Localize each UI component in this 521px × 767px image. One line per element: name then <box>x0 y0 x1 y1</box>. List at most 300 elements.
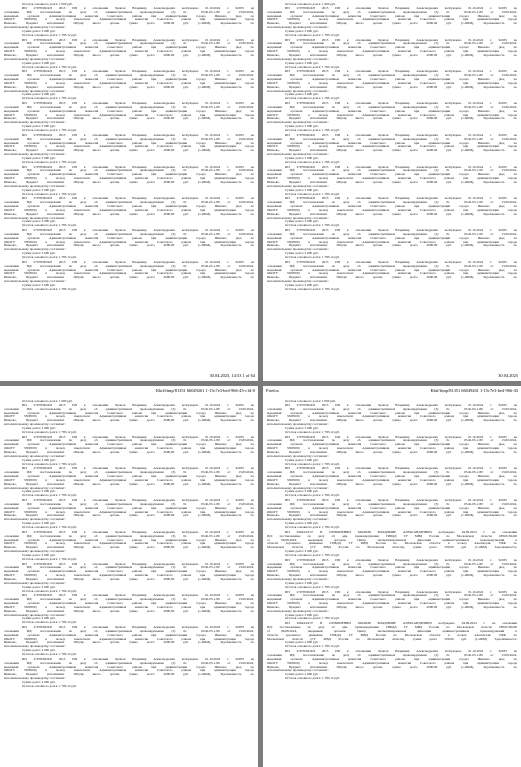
enforcement-entry <box>267 261 517 292</box>
text-line: Остаток основного долга: 1 783.12 руб. <box>285 287 341 291</box>
text-line: ИП 27978/0024/8 2015 ИП в отношении Храпов Владимир Александрович возбуждено 01.10.2024 г. 62035 на <box>285 165 517 169</box>
text-line: Иваново, Предмет исполнения: Штраф иного органа, сумма долга 2000,00 руб. (1-ОБМ), Задолженность по <box>267 53 517 57</box>
text-line: выданный органом: Административная комиссия Советского района при администрации города Иваново (код по <box>267 78 517 82</box>
text-line: исполнительному производству составляет: <box>267 577 329 581</box>
enforcement-entry <box>267 436 517 467</box>
text-line: ОКОГУ 3300500) в пользу взыскателя: Административная комиссия Советского района при администрации города <box>4 208 254 212</box>
text-line: основании ИД: постановление по делу об административном правонарушении (3) № 03-Ф-05-1-80 от 13.09.2024, <box>267 74 517 78</box>
text-line: Иваново, Предмет исполнения: Штраф иного органа, сумма долга 2000,00 руб. (1-ОБМ), Задолженность по <box>267 574 517 578</box>
text-line: выданный органом: Административная комиссия Советского района при администрации города Иваново (код по <box>267 411 517 415</box>
text-line: Иваново, Предмет исполнения: Штраф иного органа, сумма долга 2000,00 руб. (1-ОБМ), Задолженность по <box>267 276 517 280</box>
text-line: ОКОГУ 3300500) в пользу взыскателя: Административная комиссия Советского района при администрации города <box>4 669 254 673</box>
text-line: основании ИД: постановление по делу об административном правонарушении (3) № 03-Ф-05-1-80 от 13.09.2024, <box>4 598 254 602</box>
text-line: Иваново, Предмет исполнения: Штраф иного органа, сумма долга 2000,00 руб. (1-ОБМ), Задолженность по <box>267 450 517 454</box>
text-line: исполнительному производству составляет: <box>4 153 66 157</box>
text-line: ОКОГУ 3300500) в пользу взыскателя: Административная комиссия Советского района при администрации города <box>267 510 517 514</box>
text-line: Остаток основного долга: 1 000 руб. <box>285 3 336 6</box>
text-line: ОКОГУ 3300500) в пользу взыскателя: Административная комиссия Советского района при администрации города <box>267 113 517 117</box>
text-line: основании ИД: постановление по делу об административном правонарушении (3) № 03-Ф-05-1-80 от 13.09.2024, <box>4 629 254 633</box>
text-line: основании ИД: постановление по делу об административном правонарушении (3) № 03-Ф-05-1-80 от 13.09.2024, <box>4 201 254 205</box>
text-line: Иваново, Предмет исполнения: Штраф иного органа, сумма долга 2000,00 руб. (1-ОБМ), Задолженность по <box>267 180 517 184</box>
text-line: исполнительному производству составляет: <box>4 677 66 681</box>
text-line: ИП 27978/0024/8 2015 ИП в отношении Храпов Владимир Александрович возбуждено 01.10.2024 г. 62035 на <box>22 626 254 630</box>
text-line: Сумма долга: 2 000 руб. <box>285 426 319 430</box>
text-line: основании ИД: постановление по делу об административном правонарушении (3) № 03-Ф-05-1-80 от 13.09.2024, <box>4 232 254 236</box>
text-line: Сумма долга: 2 000 руб. <box>285 29 319 33</box>
text-line: основании ИД: постановление по делу об административном правонарушении (3) № 03-Ф-05-1-80 от 13.09.2024, <box>4 105 254 109</box>
text-line: ИД: постановление по делу об адм. правонарушении ГИБДД ГУ МВД России по Московской области 18810150240 <box>267 626 517 630</box>
text-line: основании ИД: постановление по делу об административном правонарушении (3) № 03-Ф-05-1-80 от 13.09.2024, <box>267 471 517 475</box>
text-line: Сумма долга: 2 000 руб. <box>22 188 56 192</box>
enforcement-entry <box>4 404 254 435</box>
text-line: выданный органом: Административная комиссия Советского района при администрации города Иваново (код по <box>4 14 254 18</box>
text-line: исполнительному производству составляет: <box>4 645 66 649</box>
text-line: Остаток основного долга: 1 783.12 руб. <box>22 160 78 164</box>
text-line: Остаток основного долга: 1 783.12 руб. <box>22 430 78 434</box>
text-line: ИП 27978/0024/8 2015 ИП в отношении Храпов Владимир Александрович возбуждено 01.10.2024 г. 62035 на <box>22 657 254 661</box>
text-line: Сумма долга: 2 000 руб. <box>285 188 319 192</box>
text-line: исполнительному производству составляет: <box>4 486 66 490</box>
text-line: ОКОГУ 3300500) в пользу взыскателя: Административная комиссия Советского района при администрации города <box>4 478 254 482</box>
text-line: Сумма долга: 2 000 руб. <box>285 125 319 129</box>
text-line: ИП 27978/0024/8 2015 ИП в отношении Храпов Владимир Александрович возбуждено 01.10.2024 г. 62035 на <box>285 102 517 106</box>
text-line: выданный органом: Административная комиссия Советского района при администрации города Иваново (код по <box>4 506 254 510</box>
text-line: ОКОГУ 3300500) в пользу взыскателя: Административная комиссия Советского района при администрации города <box>267 81 517 85</box>
text-line: ИП 27978/0024/8 2015 ИП в отношении Храпов Владимир Александрович возбуждено 01.10.2024 г. 62035 на <box>285 229 517 233</box>
text-line: Сумма долга: 2 000 руб. <box>22 125 56 129</box>
text-line: исполнительному производству составляет: <box>4 613 66 617</box>
text-line: Иваново, Предмет исполнения: Штраф иного органа, сумма долга 2000,00 руб. (1-ОБМ), Задолженность по <box>4 514 254 518</box>
text-line: выданный органом: Административная комиссия Советского района при администрации города Иваново (код по <box>267 173 517 177</box>
text-line: Остаток основного долга: 1 783.12 руб. <box>285 430 341 434</box>
text-line: выданный органом: Административная комиссия Советского района при администрации города Иваново (код по <box>267 236 517 240</box>
text-line: основании ИД: постановление по делу об административном правонарушении (3) № 03-Ф-05-1-80 от 13.09.2024, <box>267 594 517 598</box>
text-line: ОКОГУ 3300500) в пользу взыскателя: Административная комиссия Советского района при администрации города <box>4 177 254 181</box>
text-line: ИП 27978/0024/8 2015 ИП в отношении Храпов Владимир Александрович возбуждено 01.10.2024 г. 62035 на <box>22 38 254 42</box>
text-line: Сумма долга: 2 000 руб. <box>22 680 56 684</box>
text-line: выданный органом: Административная комиссия Советского района при администрации города Иваново (код по <box>4 475 254 479</box>
text-line: Сумма долга: 2 000 руб. <box>22 490 56 494</box>
text-line: Остаток основного долга: 1 783.12 руб. <box>22 526 78 529</box>
text-line: Московской области (ГУ МВД России по Московской области), сумма долга 500,00 руб. (1-ОБМ) Задолженность: <box>267 637 517 641</box>
text-line: Сумма долга: 2 000 руб. <box>285 522 319 526</box>
enforcement-entry <box>4 39 254 70</box>
enforcement-entry <box>267 622 517 649</box>
page-header: Kbtf/ftmp/81351 66049261 1-15c7e3-be4-966-43 <box>430 388 518 393</box>
text-line: исполнительному производству составляет: <box>4 581 66 585</box>
text-line: Остаток основного долга: 1 783.12 руб. <box>285 224 341 228</box>
text-line: Иваново, Предмет исполнения: Штраф иного органа, сумма долга 2000,00 руб. (1-ОБМ), Задолженность по <box>4 546 254 550</box>
text-line: Остаток основного долга: 1 783.12 руб. <box>22 494 78 498</box>
text-line: ОКОГУ 3300500) в пользу взыскателя: Административная комиссия Советского района при администрации города <box>4 574 254 578</box>
text-line: основании ИД: постановление по делу об административном правонарушении (3) № 03-Ф-05-1-80 от 13.09.2024, <box>267 654 517 657</box>
text-line: Сумма долга: 2 000 руб. <box>22 61 56 65</box>
text-line: Иваново, Предмет исполнения: Штраф иного органа, сумма долга 2000,00 руб. (1-ОБМ), Задолженность по <box>267 605 517 609</box>
text-line: Иваново, Предмет исполнения: Штраф иного органа, сумма долга 2000,00 руб. (1-ОБМ), Задолженность по <box>4 609 254 613</box>
text-line: основании ИД: постановление по делу об административном правонарушении (3) № 03-Ф-05-1-80 от 13.09.2024, <box>4 471 254 475</box>
text-line: ОКОГУ 3300500) в пользу взыскателя: Административная комиссия Советского района при администрации города <box>267 272 517 276</box>
text-line: Остаток основного долга: 1 783.12 руб. <box>22 462 78 466</box>
text-line: основании ИД: постановление по делу об административном правонарушении (3) № 03-Ф-05-1-80 от 13.09.2024, <box>4 439 254 443</box>
enforcement-entry <box>4 102 254 133</box>
pdf-page-4 <box>263 386 521 767</box>
enforcement-entry <box>267 166 517 197</box>
text-line: выданный органом: Административная комиссия Советского района при администрации города Иваново (код по <box>267 205 517 209</box>
text-line: ИП 27978/0024/8 2015 ИП в отношении Храпов Владимир Александрович возбуждено 01.10.2024 г. 62035 на <box>22 403 254 407</box>
text-line: исполнительному производству составляет: <box>267 57 329 61</box>
enforcement-entry <box>4 467 254 498</box>
text-line: ОКОГУ 3300500) в пользу взыскателя: Административная комиссия Советского района при администрации города <box>4 510 254 514</box>
text-line: Сумма долга: 2 000 руб. <box>285 283 319 287</box>
enforcement-entry <box>267 197 517 228</box>
text-line: ОКОГУ 3300500) в пользу взыскателя: Административная комиссия Советского района при администрации города <box>4 272 254 276</box>
text-line: ОКОГУ 3300500) в пользу взыскателя: Административная комиссия Советского района при администрации города <box>4 542 254 546</box>
text-line: Остаток основного долга: 1 783.12 руб. <box>22 192 78 196</box>
text-line: ОКОГУ 3300500) в пользу взыскателя: Административная комиссия Советского района при администрации города <box>4 81 254 85</box>
enforcement-entry <box>4 436 254 467</box>
text-line: выданный органом: Административная комиссия Советского района при администрации города Иваново (код по <box>4 205 254 209</box>
text-line: исполнительному производству составляет: <box>4 216 66 220</box>
text-line: основании ИД: постановление по делу об административном правонарушении (3) № 03-Ф-05-1-80 от 13.09.2024, <box>4 42 254 46</box>
text-line: Иваново, Предмет исполнения: Штраф иного органа, сумма долга 2000,00 руб. (1-ОБМ), Задолженность по <box>4 149 254 153</box>
text-line: Остаток основного долга: 1 783.12 руб. <box>22 557 78 561</box>
text-line: выданный органом: Административная комиссия Советского района при администрации города Иваново (код по <box>4 109 254 113</box>
text-line: ОКОГУ 3300500) в пользу взыскателя: Административная комиссия Советского района при администрации города <box>4 637 254 641</box>
enforcement-entry <box>267 531 517 558</box>
text-line: основании ИД: постановление по делу об административном правонарушении (3) № 03-Ф-05-1-80 от 13.09.2024, <box>4 74 254 78</box>
text-line: Остаток основного долга: 1 783.12 руб. <box>22 684 78 688</box>
text-line: основании ИД: постановление по делу об административном правонарушении (3) № 03-Ф-05-1-80 от 13.09.2024, <box>267 264 517 268</box>
enforcement-entry <box>267 7 517 38</box>
text-line: исполнительному производству составляет: <box>267 216 329 220</box>
text-line: ОКОГУ 3300500) в пользу взыскателя: Административная комиссия Советского района при администрации города <box>267 447 517 451</box>
footer-page-count: 1 of 64 <box>242 373 255 378</box>
text-line: выданный органом: Административная комиссия Советского района при администрации города Иваново (код по <box>4 46 254 50</box>
page-text <box>267 3 517 369</box>
text-line: Сумма долга: 2 000 руб. <box>22 283 56 287</box>
text-line: Иваново, Предмет исполнения: Штраф иного органа, сумма долга 2000,00 руб. (1-ОБМ), Задолженность по <box>4 244 254 248</box>
text-line: Иваново, Предмет исполнения: Штраф иного органа, сумма долга 2000,00 руб. (1-ОБМ), Задолженность по <box>4 212 254 216</box>
text-line: Иваново, Предмет исполнения: Штраф иного органа, сумма долга 2000,00 руб. (1-ОБМ), Задолженность по <box>4 450 254 454</box>
enforcement-entry <box>267 39 517 70</box>
text-line: Остаток основного долга: 1 783.12 руб. <box>285 129 341 132</box>
text-line: ИП 27978/0024/8 2015 ИП в отношении Храпов Владимир Александрович возбуждено 01.10.2024 г. 62035 на <box>22 562 254 566</box>
text-line: Сумма долга: 2 000 руб. <box>285 93 319 97</box>
enforcement-entry <box>4 594 254 625</box>
text-line: основании ИД: постановление по делу об административном правонарушении (3) № 03-Ф-05-1-80 от 13.09.2024, <box>4 502 254 506</box>
text-line: выданный органом: Административная комиссия Советского района при администрации города Иваново (код по <box>4 570 254 574</box>
text-line: Остаток основного долга: 1 000 руб. <box>22 400 73 403</box>
text-line: выданный органом: Административная комиссия Советского района при администрации города Иваново (код по <box>4 633 254 637</box>
text-line: Иваново, Предмет исполнения: Штраф иного органа, сумма долга 2000,00 руб. (1-ОБМ), Задолженность по <box>267 22 517 26</box>
text-line: основании ИД: постановление по делу об административном правонарушении (3) № 03-Ф-05-1-80 от 13.09.2024, <box>267 137 517 141</box>
text-line: Сумма долга: 2 000 руб. <box>285 673 319 677</box>
text-line: Иваново, Предмет исполнения: Штраф иного органа, сумма долга 2000,00 руб. (1-ОБМ), Задолженность по <box>267 149 517 153</box>
text-line: исполнительному производству составляет: <box>267 248 329 252</box>
text-line: выданный органом: Административная комиссия Советского района при администрации города Иваново (код по <box>4 236 254 240</box>
browser-name: Firefox <box>266 388 279 393</box>
enforcement-entry <box>267 559 517 590</box>
pdf-page-1 <box>0 0 258 381</box>
text-line: Сумма долга: 2 000 руб. <box>22 220 56 224</box>
text-line: основании ИД: постановление по делу об административном правонарушении (3) № 03-Ф-05-1-80 от 13.09.2024, <box>267 439 517 443</box>
text-line: основании ИД: постановление по делу об административном правонарушении (3) № 03-Ф-05-1-80 от 13.09.2024, <box>267 232 517 236</box>
text-line: Остаток основного долга: 1 783.12 руб. <box>285 617 341 621</box>
page-text <box>4 400 254 764</box>
text-line: Сумма долга: 2 000 руб. <box>285 581 319 585</box>
text-line: выданный органом: Административная комиссия Советского района при администрации города Иваново (код по <box>4 602 254 606</box>
text-line: ОКОГУ 3300500) в пользу взыскателя: Административная комиссия Советского района при администрации города <box>4 415 254 419</box>
text-line: Остаток основного долга: 1 783.12 руб. <box>285 526 341 529</box>
text-line: исполнительному производству составляет: <box>4 89 66 93</box>
text-line: Иваново, Предмет исполнения: Штраф иного органа, сумма долга 2000,00 руб. (1-ОБМ), Задолженность по <box>267 85 517 89</box>
text-line: Сумма долга: 2 000 руб. <box>285 458 319 462</box>
text-line: Остаток основного долга: 1 783.12 руб. <box>285 677 341 681</box>
text-line: основании ИД: постановление по делу об административном правонарушении (3) № 03-Ф-05-1-80 от 13.09.2024, <box>267 105 517 109</box>
text-line: ОКОГУ 3300500) в пользу взыскателя: Административная комиссия Советского района при администрации города <box>267 208 517 212</box>
text-line: исполнительному производству составляет: <box>4 121 66 125</box>
text-line: ОКОГУ 3300500) в пользу взыскателя: Административная комиссия Советского района при администрации города <box>267 18 517 22</box>
text-line: ИП 27978/0024/8 2015 ИП в отношении Храпов Владимир Александрович возбуждено 01.10.2024 г. 62035 на <box>22 499 254 503</box>
text-line: основании ИД: постановление по делу об административном правонарушении (3) № 03-Ф-05-1-80 от 13.09.2024, <box>4 169 254 173</box>
text-line: Сумма долга: 2 000 руб. <box>22 458 56 462</box>
text-line: Иваново, Предмет исполнения: Штраф иного органа, сумма долга 2000,00 руб. (1-ОБМ), Задолженность по <box>4 117 254 121</box>
text-line: Сумма долга: 2 000 руб. <box>22 156 56 160</box>
text-line: Сумма долга: 2 000 руб. <box>22 29 56 33</box>
text-line: Иваново, Предмет исполнения: Штраф иного органа, сумма долга 2000,00 руб. (1-ОБМ), Задолженность по <box>267 482 517 486</box>
text-line: исполнительному производству составляет: <box>267 153 329 157</box>
text-line: Сумма долга: 2 000 руб. <box>285 156 319 160</box>
text-line: Сумма долга: 2 000 руб. <box>22 93 56 97</box>
text-line: выданный органом: Административная комиссия Советского района при администрации города Иваново (код по <box>4 268 254 272</box>
text-line: ИП 27978/0024/8 2015 ИП в отношении Храпов Владимир Александрович возбуждено 01.10.2024 г. 62035 на <box>285 70 517 74</box>
page-footer <box>498 373 518 379</box>
text-line: Сумма долга: 2 000 руб. <box>22 585 56 589</box>
text-line: исполнительному производству составляет: <box>267 423 329 427</box>
text-line: Остаток основного долга: 1 783.12 руб. <box>285 160 341 164</box>
text-line: Остаток основного долга: 1 783.12 руб. <box>22 33 78 37</box>
text-line: Остаток основного долга: 1 783.12 руб. <box>285 553 341 557</box>
enforcement-entry <box>4 563 254 594</box>
text-line: выданный органом: Административная комиссия Советского района при администрации города Иваново (код по <box>4 411 254 415</box>
text-line: выданный органом: Административная комиссия Советского района при администрации города Иваново (код по <box>267 475 517 479</box>
text-line: Иваново, Предмет исполнения: Штраф иного органа, сумма долга 2000,00 руб. (1-ОБМ), Задолженность по <box>267 514 517 518</box>
text-line: исполнительному производству составляет: <box>267 454 329 458</box>
text-line: Сумма долга: 2 000 руб. <box>22 522 56 526</box>
text-line: Остаток основного долга: 1 783.12 руб. <box>22 97 78 101</box>
text-line: исполнительному производству составляет: <box>4 184 66 188</box>
text-line: Иваново, Предмет исполнения: Штраф иного органа, сумма долга 2000,00 руб. (1-ОБМ), Задолженность по <box>4 276 254 280</box>
text-line: ОКОГУ 3300500) в пользу взыскателя: Административная комиссия Советского района при администрации города <box>267 145 517 149</box>
text-line: Остаток основного долга: 1 783.12 руб. <box>22 653 78 656</box>
text-line: исполнительному производству составляет: <box>4 280 66 284</box>
enforcement-entry <box>267 134 517 165</box>
text-line: ИП 27978/0024/8 2015 ИП в отношении Храпов Владимир Александрович возбуждено 01.10.2024 г. 62035 на <box>285 590 517 594</box>
text-line: Остаток основного долга: 1 783.12 руб. <box>285 585 341 589</box>
text-line: выданный органом: Административная комиссия Советского района при администрации города Иваново (код по <box>267 46 517 50</box>
text-line: Остаток основного долга: 1 783.12 руб. <box>22 621 78 625</box>
text-line: Сумма долга: 2 000 руб. <box>22 252 56 256</box>
text-line: исполнительному производству составляет: <box>4 550 66 554</box>
text-line: выданный органом: Административная комиссия Советского района при администрации города Иваново (код по <box>267 14 517 18</box>
enforcement-entry <box>4 531 254 562</box>
text-line: выданный органом: Административная комиссия Советского района при администрации города Иваново (код по <box>4 538 254 542</box>
text-line: ИП 27978/0024/8 2015 ИП в отношении Храпов Владимир Александрович возбуждено 01.10.2024 г. 62035 на <box>22 229 254 233</box>
text-line: Остаток основного долга: 1 783.12 руб. <box>285 97 341 101</box>
enforcement-entry <box>267 404 517 435</box>
text-line: Остаток основного долга: 1 783.12 руб. <box>22 287 78 291</box>
enforcement-entry <box>4 197 254 228</box>
text-line: выданный органом: Административная комиссия Советского района при администрации города Иваново (код по <box>267 443 517 447</box>
text-line: ИП 27978/0024/8 2015 ИП в отношении Храпов Владимир Александрович возбуждено 01.10.2024 г. 62035 на <box>285 260 517 264</box>
text-line: основании ИД: постановление по делу об административном правонарушении (3) № 03-Ф-05-1-80 от 13.09.2024, <box>4 407 254 411</box>
text-line: Остаток основного долга: 1 783.12 руб. <box>22 256 78 259</box>
enforcement-entry <box>4 7 254 38</box>
text-line: Иваново, Предмет исполнения: Штраф иного органа, сумма долга 2000,00 руб. (1-ОБМ), Задолженность по <box>4 22 254 26</box>
text-line: Сумма долга: 2 000 руб. <box>22 553 56 557</box>
enforcement-entry <box>267 499 517 530</box>
text-line: Остаток основного долга: 1 783.12 руб. <box>285 462 341 466</box>
text-line: основании ИД: постановление по делу об административном правонарушении (3) № 03-Ф-05-1-80 от 13.09.2024, <box>267 10 517 14</box>
text-line: выданный органом: Административная комиссия Советского района при администрации города Иваново (код по <box>267 598 517 602</box>
text-line: Остаток основного долга: 1 783.12 руб. <box>22 224 78 228</box>
text-line: Остаток основного долга: 1 783.12 руб. <box>22 65 78 69</box>
text-line: Иваново, Предмет исполнения: Штраф иного органа, сумма долга 2000,00 руб. (1-ОБМ), Задолженность по <box>4 577 254 581</box>
text-line: Сумма долга: 2 000 руб. <box>285 490 319 494</box>
page-header: Kbtf/ftmp/81351 66049261 1-15c7e3-be4-966-43-c1d-0 <box>155 388 255 393</box>
text-line: выданный органом: Административная комиссия Советского района при администрации города Иваново (код по <box>267 506 517 510</box>
text-line: исполнительному производству составляет: <box>267 486 329 490</box>
text-line: выданный органом: Административная комиссия Советского района при администрации города Иваново (код по <box>267 657 517 661</box>
text-line: основании ИД: постановление по делу об административном правонарушении (3) № 03-Ф-05-1-80 от 13.09.2024, <box>4 264 254 268</box>
text-line: Сумма долга: 2 000 руб. <box>285 641 319 645</box>
text-line: основании ИД: постановление по делу об административном правонарушении (3) № 03-Ф-05-1-80 от 13.09.2024, <box>4 661 254 665</box>
text-line: исполнительному производству составляет: <box>267 518 329 522</box>
text-line: Иваново, Предмет исполнения: Штраф иного органа, сумма долга 2000,00 руб. (1-ОБМ), Задолженность по <box>267 244 517 248</box>
text-line: ИП 27978/0024/8 2015 ИП в отношении Храпов Владимир Александрович возбуждено 01.10.2024 г. 62035 на <box>285 435 517 439</box>
text-line: ИП 27978/0024/8 2015 ИП в отношении Храпов Владимир Александрович возбуждено 01.10.2024 г. 62035 на <box>22 594 254 598</box>
text-line: области дорожного движения ГИБДД ГУ МВД России по Московской области в пользу взыскателя: УФК по <box>267 633 517 637</box>
text-line: ИП 27978/0024/8 2015 ИП в отношении Храпов Владимир Александрович возбуждено 01.10.2024 г. 62035 на <box>22 260 254 264</box>
enforcement-entry <box>4 658 254 689</box>
page-text <box>4 3 254 369</box>
text-line: Иваново, Предмет исполнения: Штраф иного органа, сумма долга 2000,00 руб. (1-ОБМ), Задолженность по <box>4 482 254 486</box>
text-line: исполнительному производству составляет: <box>267 89 329 93</box>
text-line: ИП 27978/0024/8 2015 ИП в отношении Храпов Владимир Александрович возбуждено 01.10.2024 г. 62035 на <box>285 650 517 654</box>
text-line: исполнительному производству составляет: <box>4 26 66 30</box>
text-line: от 06.08.2024, выданный органом: Центр автоматизированной фиксации административных правонарушений в <box>267 629 517 633</box>
text-line: выданный органом: Административная комиссия Советского района при администрации города Иваново (код по <box>267 141 517 145</box>
enforcement-entry <box>267 229 517 260</box>
enforcement-entry <box>267 467 517 498</box>
text-line: ИП 27978/0024/8 2015 ИП в отношении Храпов Владимир Александрович возбуждено 01.10.2024 г. 62035 на <box>285 403 517 407</box>
enforcement-entry <box>4 229 254 260</box>
text-line: ОКОГУ 3300500) в пользу взыскателя: Административная комиссия Советского района при администрации города <box>4 605 254 609</box>
enforcement-entry <box>4 70 254 101</box>
text-line: Сумма долга: 2 000 руб. <box>22 649 56 653</box>
text-line: ИД: постановление по делу об адм. правонарушении ГИБДД ГУ МВД России по Московской области 18810150240 <box>267 534 517 538</box>
text-line: Сумма долга: 2 000 руб. <box>22 617 56 621</box>
text-line: Иваново, Предмет исполнения: Штраф иного органа, сумма долга 2000,00 руб. (1-ОБМ), Задолженность по <box>267 419 517 423</box>
text-line: исполнительному производству составляет: <box>267 669 329 673</box>
pdf-page-2 <box>263 0 521 381</box>
enforcement-entry <box>4 166 254 197</box>
text-line: Сумма долга: 2 000 руб. <box>285 252 319 256</box>
text-line: ИП 27978/0024/8 2015 ИП в отношении Храпов Владимир Александрович возбуждено 01.10.2024 г. 62035 на <box>22 102 254 106</box>
text-line: ОКОГУ 3300500) в пользу взыскателя: Административная комиссия Советского района при администрации города <box>267 415 517 419</box>
text-line: основании ИД: постановление по делу об административном правонарушении (3) № 03-Ф-05-1-80 от 13.09.2024, <box>267 201 517 205</box>
text-line: ИП 27978/0024/8 2015 ИП в отношении Храпов Владимир Александрович возбуждено 01.10.2024 г. 62035 на <box>22 6 254 10</box>
text-line: ИП 27978/0024/8 2015 ИП в отношении Храпов Владимир Александрович возбуждено 01.10.2024 г. 62035 на <box>285 558 517 562</box>
text-line: области дорожного движения ГИБДД ГУ МВД России по Московской области в пользу взыскателя: УФК по <box>267 542 517 546</box>
enforcement-entry <box>267 102 517 133</box>
footer-date: 30.04.2025, 14:53 <box>209 373 242 378</box>
text-line: ИП 27978/0024/8 2015 ИП в отношении Храпов Владимир Александрович возбуждено 01.10.2024 г. 62035 на <box>285 38 517 42</box>
enforcement-entry <box>267 591 517 622</box>
text-line: Сумма долга: 2 000 руб. <box>285 613 319 617</box>
text-line: ОКОГУ 3300500) в пользу взыскателя: Административная комиссия Советского района при администрации города <box>4 18 254 22</box>
text-line: исполнительному производству составляет: <box>267 609 329 613</box>
text-line: основании ИД: постановление по делу об административном правонарушении (3) № 03-Ф-05-1-80 от 13.09.2024, <box>267 169 517 173</box>
text-line: ОКОГУ 3300500) в пользу взыскателя: Административная комиссия Советского района при администрации города <box>267 240 517 244</box>
text-line: исполнительному производству составляет: <box>4 248 66 252</box>
text-line: Иваново, Предмет исполнения: Штраф иного органа, сумма долга 2000,00 руб. (1-ОБМ), Задолженность по <box>4 673 254 677</box>
page-footer <box>209 373 255 379</box>
text-line: ИП 27978/0024/8 2015 ИП в отношении Храпов Владимир Александрович возбуждено 01.10.2024 г. 62035 на <box>22 165 254 169</box>
text-line: ИП 29944/24/37 В ОТНОШЕНИИ ХРАПОВ ВЛАДИМИР АЛЕКСАНДРОВИЧ возбуждено 04.09.2024 г. на основании <box>285 622 517 626</box>
text-line: исполнительному производству составляет: <box>267 121 329 125</box>
enforcement-entry <box>267 650 517 681</box>
text-line: выданный органом: Административная комиссия Советского района при администрации города Иваново (код по <box>267 268 517 272</box>
text-line: ОКОГУ 3300500) в пользу взыскателя: Административная комиссия Советского района при администрации города <box>267 478 517 482</box>
text-line: исполнительному производству составляет: <box>267 280 329 284</box>
enforcement-entry <box>4 626 254 657</box>
text-line: ИП 27978/0024/8 2015 ИП в отношении Храпов Владимир Александрович возбуждено 01.10.2024 г. 62035 на <box>285 133 517 137</box>
text-line: исполнительному производству составляет: <box>4 423 66 427</box>
text-line: ИП 27978/0024/8 2015 ИП в отношении Храпов Владимир Александрович возбуждено 01.10.2024 г. 62035 на <box>22 197 254 201</box>
text-line: исполнительному производству составляет: <box>4 518 66 522</box>
text-line: ИП 27978/0024/8 2015 ИП в отношении Храпов Владимир Александрович возбуждено 01.10.2024 г. 62035 на <box>285 499 517 503</box>
pdf-page-3 <box>0 386 258 767</box>
text-line: исполнительному производству составляет: <box>4 454 66 458</box>
text-line: выданный органом: Административная комиссия Советского района при администрации города Иваново (код по <box>4 665 254 669</box>
text-line: ОКОГУ 3300500) в пользу взыскателя: Административная комиссия Советского района при администрации города <box>267 661 517 665</box>
text-line: Сумма долга: 2 000 руб. <box>285 220 319 224</box>
text-line: выданный органом: Административная комиссия Советского района при администрации города Иваново (код по <box>4 78 254 82</box>
text-line: Сумма долга: 2 000 руб. <box>22 426 56 430</box>
text-line: Остаток основного долга: 1 000 руб. <box>22 3 73 6</box>
text-line: ИП 27978/0024/8 2015 ИП в отношении Храпов Владимир Александрович возбуждено 01.10.2024 г. 62035 на <box>22 530 254 534</box>
text-line: ОКОГУ 3300500) в пользу взыскателя: Административная комиссия Советского района при администрации города <box>267 570 517 574</box>
text-line: ИП 27978/0024/8 2015 ИП в отношении Храпов Владимир Александрович возбуждено 01.10.2024 г. 62035 на <box>22 70 254 74</box>
text-line: Московской области (ГУ МВД России по Московской области), сумма долга 500,00 руб. (1-ОБМ) Задолженность: <box>267 546 517 550</box>
text-line: Иваново, Предмет исполнения: Штраф иного органа, сумма долга 2000,00 руб. (1-ОБМ), Задолженность по <box>267 117 517 121</box>
text-line: ИП 27978/0024/8 2015 ИП в отношении Храпов Владимир Александрович возбуждено 01.10.2024 г. 62035 на <box>285 197 517 201</box>
enforcement-entry <box>4 134 254 165</box>
text-line: выданный органом: Административная комиссия Советского района при администрации города Иваново (код по <box>267 566 517 570</box>
text-line: Иваново, Предмет исполнения: Штраф иного органа, сумма долга 2000,00 руб. (1-ОБМ), Задолженность по <box>4 85 254 89</box>
text-line: Остаток основного долга: 1 783.12 руб. <box>22 589 78 593</box>
text-line: Остаток основного долга: 1 783.12 руб. <box>285 645 341 649</box>
text-line: исполнительному производству составляет: <box>267 184 329 188</box>
text-line: ИП 27978/0024/8 2015 ИП в отношении Храпов Владимир Александрович возбуждено 01.10.2024 г. 62035 на <box>22 435 254 439</box>
text-line: ОКОГУ 3300500) в пользу взыскателя: Административная комиссия Советского района при администрации города <box>4 145 254 149</box>
text-line: выданный органом: Административная комиссия Советского района при администрации города Иваново (код по <box>4 443 254 447</box>
text-line: Сумма долга: 2 000 руб. <box>285 550 319 554</box>
text-line: Остаток основного долга: 1 783.12 руб. <box>285 192 341 196</box>
text-line: ИП 27978/0024/8 2015 ИП в отношении Храпов Владимир Александрович возбуждено 01.10.2024 г. 62035 на <box>285 467 517 471</box>
text-line: ИП 27978/0024/8 2015 ИП в отношении Храпов Владимир Александрович возбуждено 01.10.2024 г. 62035 на <box>285 6 517 10</box>
